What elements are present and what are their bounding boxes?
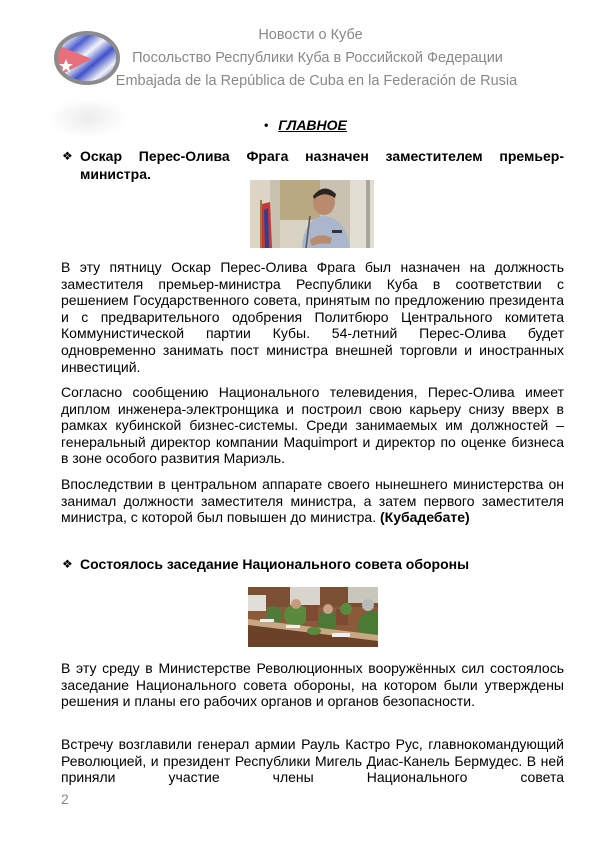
diamond-bullet-icon: ❖: [62, 557, 73, 571]
article-paragraph: В эту пятницу Оскар Перес-Олива Фрага был назначен на должность заместителя премьер-министра Республики Куба в соответствии с решением Государственного совета, принятым по предложению президента и с предварительного одобрения Политбюро Центрального комитета Коммунистической партии Кубы. 54-летний Перес-Олива будет одновременно занимать пост министра внешней торговли и иностранных инвестиций.: [61, 259, 564, 375]
document-header: [0, 24, 611, 93]
header-embassy-ru: Посольство Республики Куба в Российской Федерации: [132, 50, 503, 66]
article-photo: [250, 180, 374, 248]
article-headline: [62, 555, 564, 573]
article-source: (Кубадебате): [380, 509, 470, 526]
header-title: Новости о Кубе: [258, 27, 363, 43]
article-headline: [62, 147, 564, 183]
header-embassy-es: Embajada de la República de Cuba en la Federación de Rusia: [115, 73, 518, 89]
section-title-text: ГЛАВНОЕ: [278, 117, 347, 133]
article-photo: [248, 587, 378, 647]
page-number: 2: [61, 791, 69, 807]
photo-meeting: [248, 587, 378, 647]
article-paragraph-text: Впоследствии в центральном аппарате своего нынешнего министерства он занимал должности заместителя министра, а затем первого заместителя министра, с которой был повышен до министра.: [61, 476, 564, 526]
article-paragraph: Встречу возглавили генерал армии Рауль Кастро Рус, главнокомандующий Революцией, и президент Республики Мигель Диас-Канель Бермудес. В ней приняли участие члены Национального совета: [61, 736, 564, 786]
article-paragraph-with-source: [61, 476, 564, 526]
article-headline-text: Оскар Перес-Олива Фрага назначен заместителем премьер-министра.: [80, 148, 564, 182]
article-paragraph: В эту среду в Министерстве Революционных вооружённых сил состоялось заседание Национального совета обороны, на котором были утверждены решения и планы его рабочих органов и органов безопасности.: [61, 660, 564, 710]
article-headline-text: Состоялось заседание Национального совета обороны: [80, 556, 470, 572]
section-title: [0, 117, 611, 133]
photo-speaker: [250, 180, 374, 248]
diamond-bullet-icon: ❖: [62, 149, 73, 163]
bullet-icon: •: [264, 118, 269, 132]
article-paragraph: Согласно сообщению Национального телевидения, Перес-Олива имеет диплом инженера-электронщика и построил свою карьеру снизу вверх в рамках кубинской бизнес-системы. Среди занимаемых им должностей – генеральный директор компании Maquimport и директор по оценке бизнеса в зоне особого развития Мариэль.: [61, 384, 564, 467]
